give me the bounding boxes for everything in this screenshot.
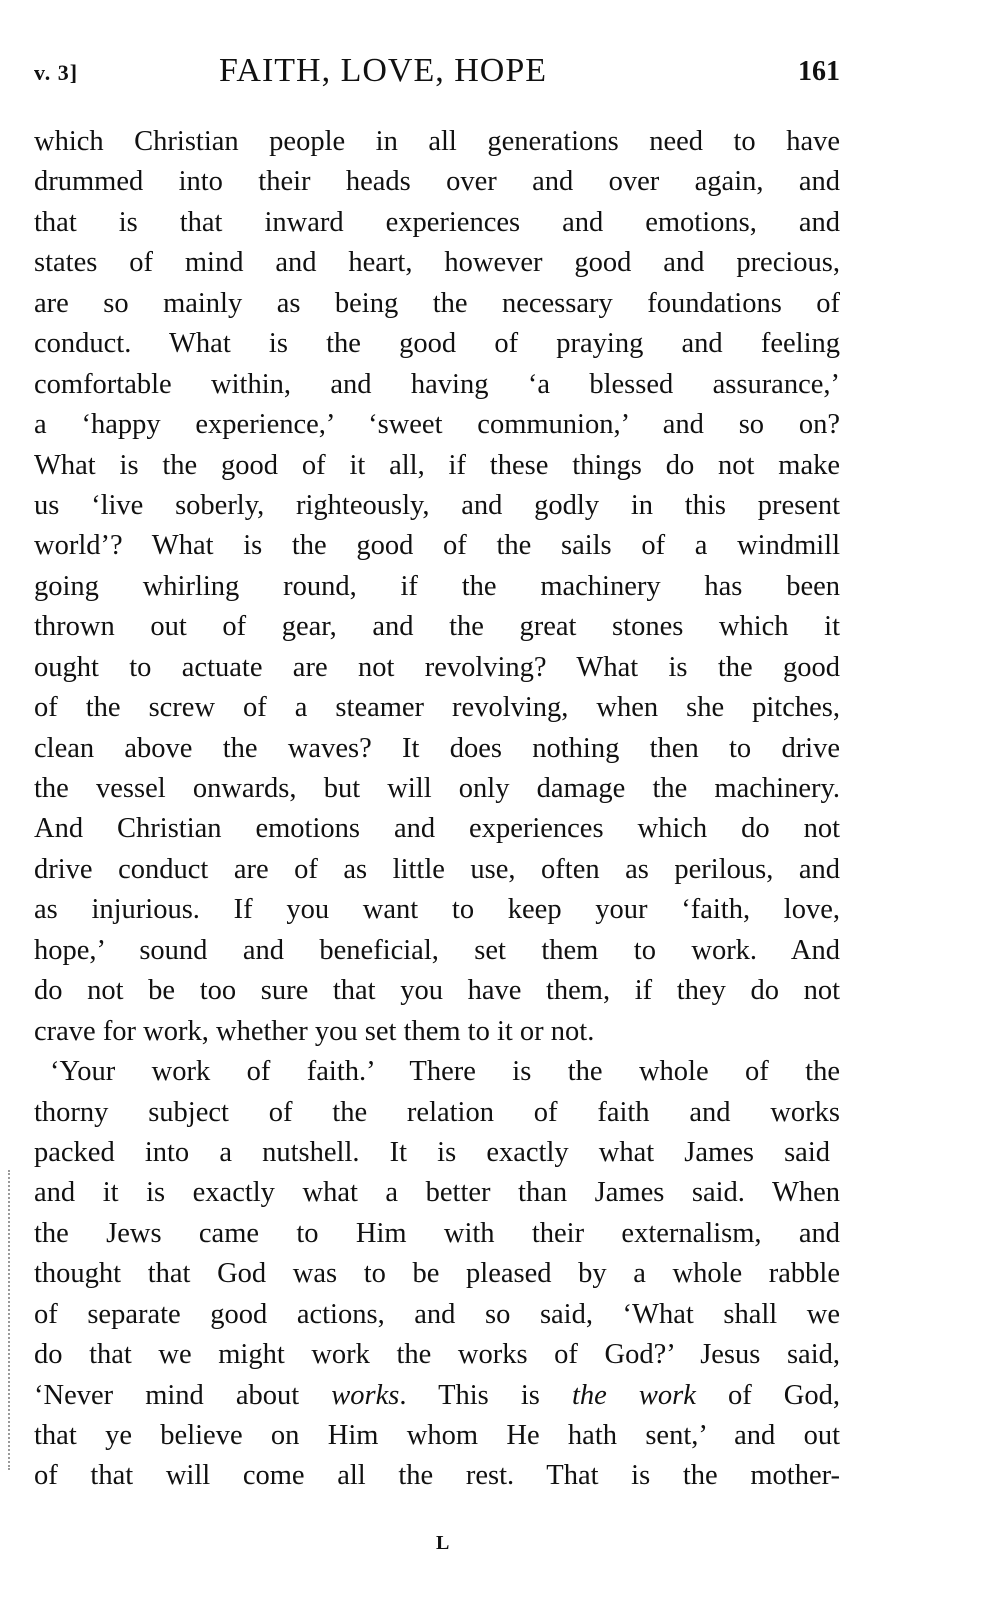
text-line: ‘Never mind about works. This is the work of God, (34, 1379, 840, 1411)
text-line: crave for work, whether you set them to it or not. (34, 1015, 595, 1047)
margin-dotted-rule (8, 1170, 12, 1470)
signature-mark: L (436, 1532, 450, 1554)
text-line: hope,’ sound and beneficial, set them to work. And (34, 934, 840, 966)
text-line: conduct. What is the good of praying and feeling (34, 328, 840, 360)
page-number: 161 (798, 56, 840, 87)
text-line: clean above the waves? It does nothing then to drive (34, 732, 840, 764)
text-line: do not be too sure that you have them, if they do not (34, 975, 840, 1007)
text-line: What is the good of it all, if these things do not make (34, 449, 840, 481)
text-line: the Jews came to Him with their externalism, and (34, 1217, 840, 1249)
text-line: thrown out of gear, and the great stones which it (34, 611, 840, 643)
text-line: ought to actuate are not revolving? What is the good (34, 651, 840, 683)
running-header (34, 52, 840, 96)
text-line: packed into a nutshell. It is exactly what James said (34, 1136, 830, 1168)
text-line: a ‘happy experience,’ ‘sweet communion,’ and so on? (34, 409, 840, 441)
text-line: And Christian emotions and experiences which do not (34, 813, 840, 845)
text-line: states of mind and heart, however good and precious, (34, 247, 840, 279)
text-line: are so mainly as being the necessary foundations of (34, 287, 840, 319)
text-line: thorny subject of the relation of faith and works (34, 1096, 840, 1128)
text-line: of the screw of a steamer revolving, when she pitches, (34, 692, 840, 724)
body-text (34, 122, 840, 1497)
text-line: do that we might work the works of God?’ Jesus said, (34, 1339, 840, 1371)
text-line: that is that inward experiences and emotions, and (34, 206, 840, 238)
text-line: and it is exactly what a better than James said. When (34, 1177, 840, 1209)
text-line: that ye believe on Him whom He hath sent,’ and out (34, 1420, 840, 1451)
text-line: of that will come all the rest. That is the mother- (34, 1460, 840, 1492)
text-line: drummed into their heads over and over again, and (34, 166, 840, 198)
text-line: as injurious. If you want to keep your ‘faith, love, (34, 894, 840, 926)
running-title: FAITH, LOVE, HOPE (219, 52, 548, 89)
emphasis-2: the work (571, 1379, 696, 1411)
verse-reference: v. 3] (34, 60, 79, 85)
emphasis-1: works (331, 1379, 400, 1411)
text-line: ‘Your work of faith.’ There is the whole of the (50, 1056, 840, 1088)
text-line: which Christian people in all generations need to have (34, 126, 840, 157)
text-line: world’? What is the good of the sails of a windmill (34, 530, 840, 562)
text-line: of separate good actions, and so said, ‘What shall we (34, 1298, 840, 1330)
text-line: drive conduct are of as little use, often as perilous, and (34, 853, 840, 885)
text-line: the vessel onwards, but will only damage the machinery. (34, 773, 840, 804)
text-line: comfortable within, and having ‘a blessed assurance,’ (34, 368, 840, 400)
text-line: thought that God was to be pleased by a whole rabble (34, 1258, 840, 1290)
text-line: going whirling round, if the machinery has been (34, 570, 840, 602)
text-line: us ‘live soberly, righteously, and godly in this present (34, 489, 840, 521)
